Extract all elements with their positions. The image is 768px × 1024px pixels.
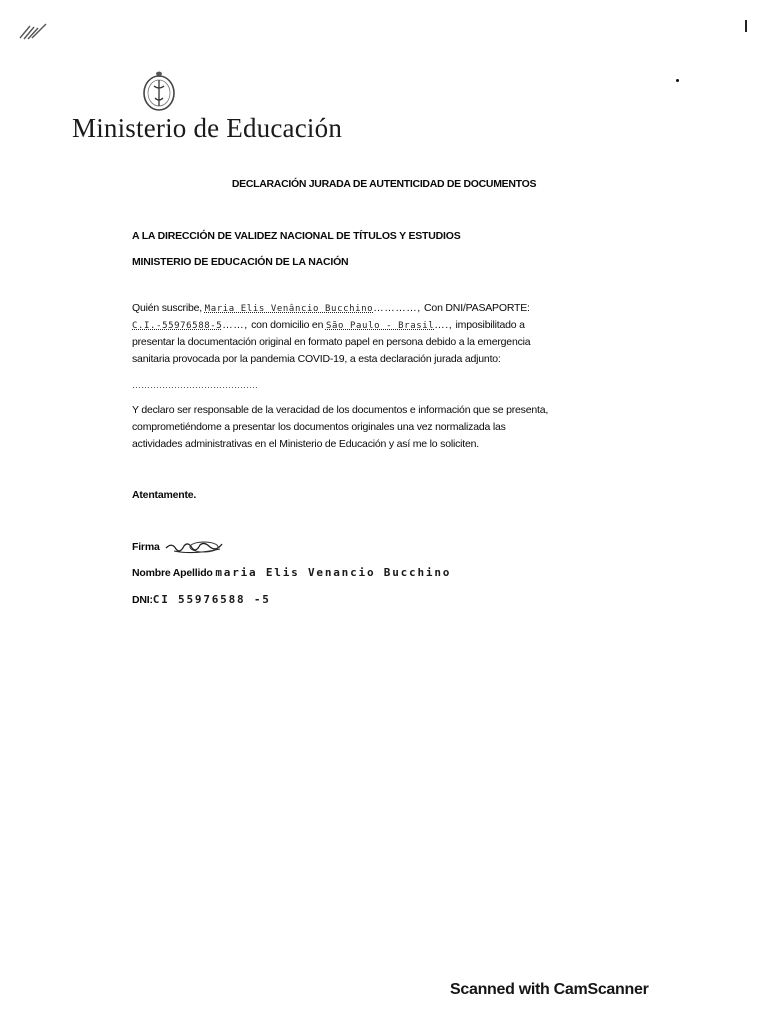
signature-label: Firma [132,540,160,553]
handwritten-dni: CI 55976588 -5 [152,593,271,606]
handwritten-id-number: C.I.-55976588-5 [132,321,223,331]
fill-dots: …., [434,319,456,331]
handwritten-full-name: Maria Elis Venâncio Bucchino [204,304,374,314]
dni-row [132,593,271,606]
document-heading: DECLARACIÓN JURADA DE AUTENTICIDAD DE DOCUMENTOS [231,178,537,190]
responsibility-line-3: actividades administrativas en el Ministerio de Educación y así me lo soliciten. [132,438,480,450]
dni-label: DNI: [132,594,153,606]
ministry-seal-icon [139,68,179,114]
handwritten-address: São Paulo - Brasil [325,321,435,331]
scan-edge-mark [18,22,48,40]
declaration-line-1 [132,302,530,314]
addressee-line-1: A LA DIRECCIÓN DE VALIDEZ NACIONAL DE TÍTULOS Y ESTUDIOS [132,230,461,242]
responsibility-line-1: Y declaro ser responsable de la veracidad de los documentos e información que se presenta, [132,404,549,416]
declaration-text: imposibilitado a [455,319,525,331]
declaration-line-2 [132,319,525,331]
fill-dots: …………, [373,302,425,314]
handwritten-name: maria Elis Venancio Bucchino [215,566,452,579]
closing-salutation: Atentamente. [132,489,197,501]
declaration-text: Quién suscribe, [132,302,205,314]
name-row [132,566,451,579]
ministry-title: Ministerio de Educación [72,113,343,143]
handwritten-signature [164,538,224,556]
scan-edge-tick [745,20,747,32]
fill-dots: ……, [222,319,252,331]
declaration-line-4: sanitaria provocada por la pandemia COVID-19, a esta declaración jurada adjunto: [132,353,501,365]
scan-dust-dot [676,79,679,82]
responsibility-line-2: comprometiéndome a presentar los documentos originales una vez normalizada las [132,421,506,433]
attachment-dotted-line: …………………………………… [132,380,258,390]
signature-row [132,538,224,556]
declaration-line-3: presentar la documentación original en formato papel en persona debido a la emergencia [132,336,531,348]
name-label: Nombre Apellido [132,567,213,579]
camscanner-watermark: Scanned with CamScanner [450,981,649,998]
declaration-text: Con DNI/PASAPORTE: [424,302,530,314]
declaration-text: con domicilio en [251,319,326,331]
addressee-line-2: MINISTERIO DE EDUCACIÓN DE LA NACIÓN [132,256,349,268]
